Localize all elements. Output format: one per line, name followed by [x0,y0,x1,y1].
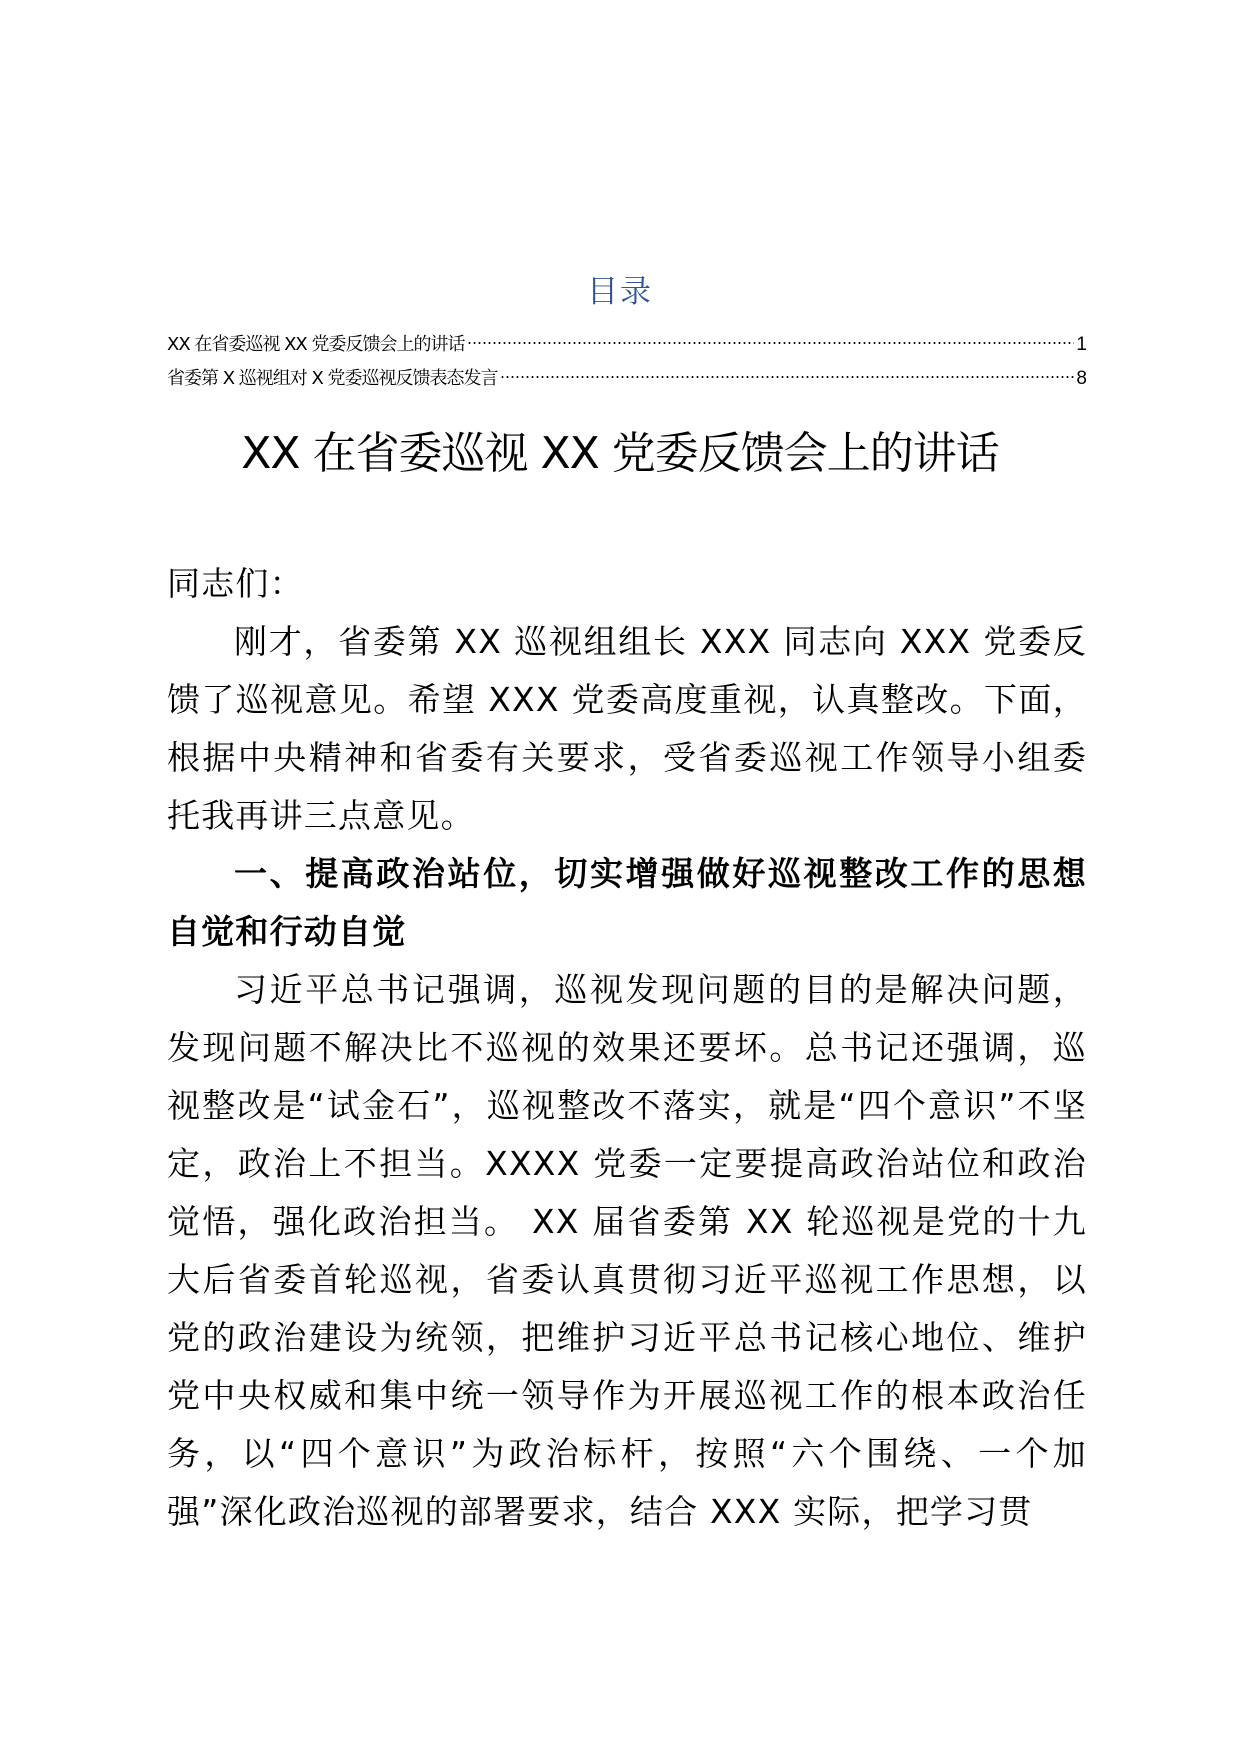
toc-entry-title[interactable]: XX 在省委巡视 XX 党委反馈会上的讲话 [167,334,465,355]
table-of-contents [167,328,1087,396]
toc-leader-dots [467,342,1075,344]
toc-entry[interactable] [167,362,1087,396]
document-body [167,555,1087,1541]
toc-entry[interactable] [167,328,1087,362]
toc-entry-title[interactable]: 省委第 X 巡视组对 X 党委巡视反馈表态发言 [167,368,498,389]
paragraph: 刚才，省委第 XX 巡视组组长 XXX 同志向 XXX 党委反馈了巡视意见。希望 XXX 党委高度重视，认真整改。下面，根据中央精神和省委有关要求，受省委巡视工作领导小组委托我再讲三点意见。 [167,622,1087,835]
toc-heading: 目录 [587,274,653,310]
paragraph: 习近平总书记强调，巡视发现问题的目的是解决问题，发现问题不解决比不巡视的效果还要坏。总书记还强调，巡视整改是“试金石”，巡视整改不落实，就是“四个意识”不坚定，政治上不担当。XXXX 党委一定要提高政治站位和政治觉悟，强化政治担当。 XX 届省委第 XX 轮巡视是党的十九大后省委首轮巡视，省委认真贯彻习近平巡视工作思想，以党的政治建设为统领，把维护习近平总书记核心地位、维护党中央权威和集中统一领导作为开展巡视工作的根本政治任务，以“四个意识”为政治标杆，按照“六个围绕、一个加强”深化政治巡视的部署要求，结合 XXX 实际，把学习贯 [167,970,1087,1531]
document-title: XX 在省委巡视 XX 党委反馈会上的讲话 [241,428,999,479]
salutation: 同志们： [167,564,304,603]
section-heading: 一、提高政治站位，切实增强做好巡视整改工作的思想自觉和行动自觉 [167,854,1087,951]
toc-entry-page[interactable]: 8 [1076,368,1087,389]
toc-leader-dots [500,376,1075,378]
toc-entry-page[interactable]: 1 [1076,334,1087,355]
